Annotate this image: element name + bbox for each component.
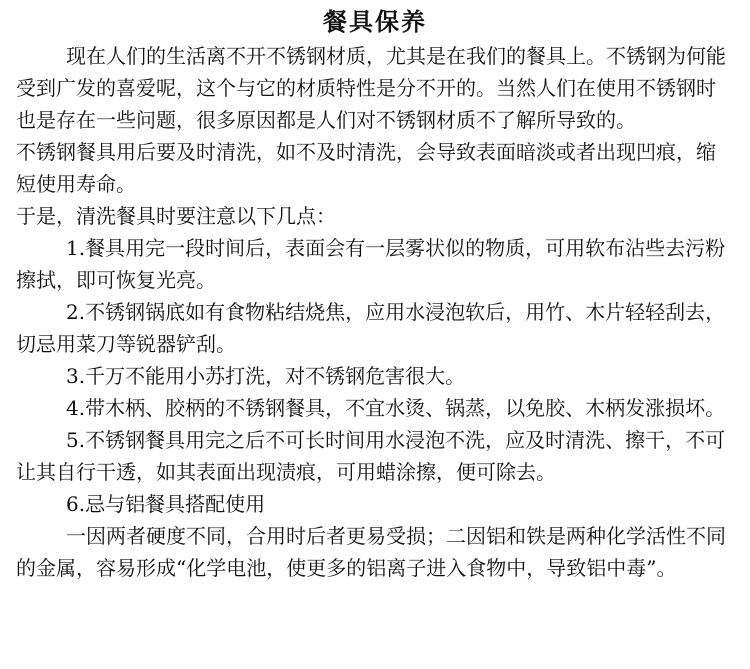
tip-4: 4.带木柄、胶柄的不锈钢餐具，不宜水烫、锅蒸，以免胶、木柄发涨损坏。	[66, 396, 726, 420]
intro-paragraph: 现在人们的生活离不开不锈钢材质，尤其是在我们的餐具上。不锈钢为何能受到广发的喜爱呢，这个与它的材质特性是分不开的。当然人们在使用不锈钢时也是存在一些问题，很多原因都是人们对不锈钢材质不了解所导致的。	[16, 44, 726, 132]
tip-5: 5.不锈钢餐具用完之后不可长时间用水浸泡不洗，应及时清洗、擦干，不可让其自行干透，如其表面出现渍痕，可用蜡涂擦，便可除去。	[16, 428, 726, 484]
tip-3: 3.千万不能用小苏打洗，对不锈钢危害很大。	[66, 364, 466, 388]
tip-6-detail: 一因两者硬度不同，合用时后者更易受损；二因铝和铁是两种化学活性不同的金属，容易形成“化学电池，使更多的铝离子进入食物中，导致铝中毒”。	[16, 524, 726, 580]
cleaning-paragraph: 不锈钢餐具用后要及时清洗，如不及时清洗，会导致表面暗淡或者出现凹痕，缩短使用寿命。	[16, 140, 716, 196]
document-title: 餐具保养	[323, 7, 427, 36]
tip-6: 6.忌与铝餐具搭配使用	[66, 492, 266, 516]
tip-1: 1.餐具用完一段时间后，表面会有一层雾状似的物质，可用软布沾些去污粉擦拭，即可恢复光亮。	[16, 236, 726, 292]
tip-2: 2.不锈钢锅底如有食物粘结烧焦，应用水浸泡软后，用竹、木片轻轻刮去，切忌用菜刀等锐器铲刮。	[16, 300, 726, 356]
notes-heading: 于是，清洗餐具时要注意以下几点：	[16, 204, 336, 228]
